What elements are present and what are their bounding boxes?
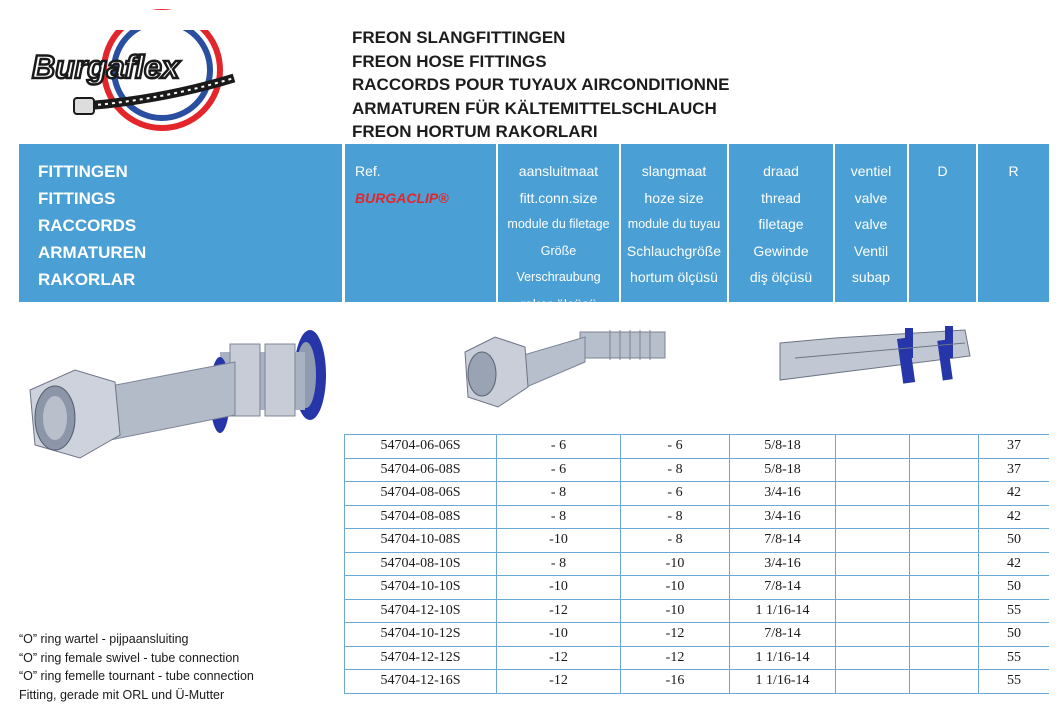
cell-thread: 7/8-14 — [729, 623, 835, 646]
header-hose-size — [621, 144, 727, 302]
table-row — [344, 599, 1049, 623]
cell-hose: -10 — [620, 576, 729, 599]
header-valve — [835, 144, 907, 302]
header-text: RACCORDS — [38, 216, 137, 235]
cell-valve — [835, 600, 909, 623]
cell-valve — [835, 576, 909, 599]
cell-thread: 1 1/16-14 — [729, 670, 835, 693]
cell-r: 37 — [978, 435, 1049, 458]
title-line: FREON HOSE FITTINGS — [352, 51, 547, 71]
cell-conn: -12 — [496, 647, 620, 670]
header-text: RAKORLAR — [38, 270, 136, 289]
cell-ref: 54704-06-06S — [344, 435, 496, 458]
cell-conn: - 6 — [496, 435, 620, 458]
header-text: Ventil — [853, 242, 889, 259]
cell-hose: - 6 — [620, 435, 729, 458]
cell-hose: - 8 — [620, 459, 729, 482]
cell-valve — [835, 435, 909, 458]
header-ref — [345, 144, 496, 302]
cell-conn: -10 — [496, 576, 620, 599]
cell-r: 42 — [978, 553, 1049, 576]
fitting-section-image — [775, 318, 975, 398]
table-row — [344, 481, 1049, 505]
cell-r: 50 — [978, 623, 1049, 646]
cell-valve — [835, 647, 909, 670]
header-text: valve — [854, 189, 888, 206]
cell-ref: 54704-12-12S — [344, 647, 496, 670]
cell-d — [909, 600, 978, 623]
cell-thread: 1 1/16-14 — [729, 600, 835, 623]
header-text: Ref. — [355, 163, 381, 179]
fitting-cutaway-image — [20, 320, 350, 475]
header-text: Größe Verschraubung — [516, 243, 601, 284]
header-text: filetage — [758, 216, 804, 232]
header-text: hoze size — [644, 189, 704, 206]
cell-r: 42 — [978, 482, 1049, 505]
header-text: aansluitmaat — [518, 163, 599, 179]
header-text: ventiel — [850, 163, 892, 179]
cell-ref: 54704-06-08S — [344, 459, 496, 482]
cell-ref: 54704-12-16S — [344, 670, 496, 693]
title-line: FREON HORTUM RAKORLARI — [352, 122, 598, 141]
cell-valve — [835, 553, 909, 576]
cell-hose: -12 — [620, 647, 729, 670]
note-line: “O” ring femelle tournant - tube connection — [19, 669, 254, 683]
cell-thread: 1 1/16-14 — [729, 647, 835, 670]
cell-d — [909, 529, 978, 552]
cell-hose: -12 — [620, 623, 729, 646]
table-row — [344, 669, 1049, 694]
cell-d — [909, 506, 978, 529]
header-d — [909, 144, 976, 302]
note-line: Fitting, gerade mit ORL und Ü-Mutter — [19, 687, 225, 702]
cell-thread: 7/8-14 — [729, 529, 835, 552]
cell-valve — [835, 506, 909, 529]
cell-hose: - 6 — [620, 482, 729, 505]
description-notes — [19, 630, 254, 704]
cell-ref: 54704-08-10S — [344, 553, 496, 576]
cell-thread: 5/8-18 — [729, 435, 835, 458]
cell-hose: - 8 — [620, 529, 729, 552]
cell-r: 42 — [978, 506, 1049, 529]
cell-valve — [835, 670, 909, 693]
title-block — [352, 26, 730, 144]
header-text: module du filetage — [507, 217, 610, 231]
header-text: hortum ölçüsü — [630, 269, 718, 285]
cell-conn: - 8 — [496, 506, 620, 529]
header-text: diş ölçüsü — [749, 269, 813, 285]
cell-conn: - 8 — [496, 553, 620, 576]
cell-conn: - 6 — [496, 459, 620, 482]
table-row — [344, 528, 1049, 552]
header-r — [978, 144, 1049, 302]
header-text: Gewinde — [753, 242, 809, 259]
cell-valve — [835, 482, 909, 505]
cell-r: 55 — [978, 647, 1049, 670]
header-thread — [729, 144, 833, 302]
cell-thread: 7/8-14 — [729, 576, 835, 599]
cell-thread: 3/4-16 — [729, 553, 835, 576]
cell-hose: -10 — [620, 600, 729, 623]
cell-conn: -12 — [496, 600, 620, 623]
fittings-table — [344, 434, 1049, 694]
header-text: D — [937, 163, 948, 179]
title-line: FREON SLANGFITTINGEN — [352, 28, 566, 47]
cell-d — [909, 623, 978, 646]
cell-thread: 3/4-16 — [729, 506, 835, 529]
cell-valve — [835, 623, 909, 646]
cell-ref: 54704-10-08S — [344, 529, 496, 552]
cell-d — [909, 670, 978, 693]
cell-d — [909, 459, 978, 482]
cell-ref: 54704-08-08S — [344, 506, 496, 529]
cell-conn: -12 — [496, 670, 620, 693]
table-row — [344, 458, 1049, 482]
title-line: ARMATUREN FÜR KÄLTEMITTELSCHLAUCH — [352, 98, 717, 118]
table-row — [344, 575, 1049, 599]
burgaflex-logo — [12, 8, 242, 133]
header-text: draad — [763, 163, 799, 179]
note-line: “O” ring wartel - pijpaansluiting — [19, 632, 189, 646]
header-text: subap — [851, 269, 891, 285]
fitting-image — [460, 312, 680, 412]
header-text: rakor ölçüsü — [520, 295, 597, 312]
header-text: thread — [761, 189, 801, 206]
table-row — [344, 505, 1049, 529]
cell-d — [909, 647, 978, 670]
cell-d — [909, 553, 978, 576]
cell-hose: -10 — [620, 553, 729, 576]
title-line: RACCORDS POUR TUYAUX AIRCONDITIONNE — [352, 75, 730, 94]
cell-thread: 3/4-16 — [729, 482, 835, 505]
cell-d — [909, 482, 978, 505]
header-text: module du tuyau — [627, 217, 721, 231]
header-text: FITTINGEN — [38, 162, 128, 181]
note-line: “O” ring female swivel - tube connection — [19, 650, 240, 665]
cell-r: 37 — [978, 459, 1049, 482]
cell-ref: 54704-10-10S — [344, 576, 496, 599]
table-row — [344, 434, 1049, 458]
cell-hose: -16 — [620, 670, 729, 693]
cell-conn: - 8 — [496, 482, 620, 505]
svg-text:Burgaflex: Burgaflex — [32, 49, 180, 85]
cell-r: 50 — [978, 529, 1049, 552]
cell-d — [909, 576, 978, 599]
header-text: FITTINGS — [38, 189, 116, 208]
table-row — [344, 646, 1049, 670]
header-text: ARMATUREN — [38, 243, 147, 262]
cell-hose: - 8 — [620, 506, 729, 529]
cell-ref: 54704-12-10S — [344, 600, 496, 623]
cell-r: 55 — [978, 670, 1049, 693]
header-fittings — [19, 144, 342, 302]
cell-ref: 54704-08-06S — [344, 482, 496, 505]
header-text: fitt.conn.size — [519, 189, 598, 206]
header-text: Schlauchgröße — [626, 242, 722, 259]
table-row — [344, 552, 1049, 576]
cell-d — [909, 435, 978, 458]
header-text: valve — [854, 216, 888, 232]
header-conn-size — [498, 144, 619, 312]
cell-thread: 5/8-18 — [729, 459, 835, 482]
table-row — [344, 622, 1049, 646]
cell-r: 50 — [978, 576, 1049, 599]
burgaclip-brand: BURGACLIP® — [355, 189, 449, 206]
header-text: R — [1008, 163, 1019, 179]
header-text: slangmaat — [641, 163, 707, 179]
cell-conn: -10 — [496, 529, 620, 552]
cell-ref: 54704-10-12S — [344, 623, 496, 646]
cell-valve — [835, 459, 909, 482]
cell-valve — [835, 529, 909, 552]
cell-conn: -10 — [496, 623, 620, 646]
cell-r: 55 — [978, 600, 1049, 623]
